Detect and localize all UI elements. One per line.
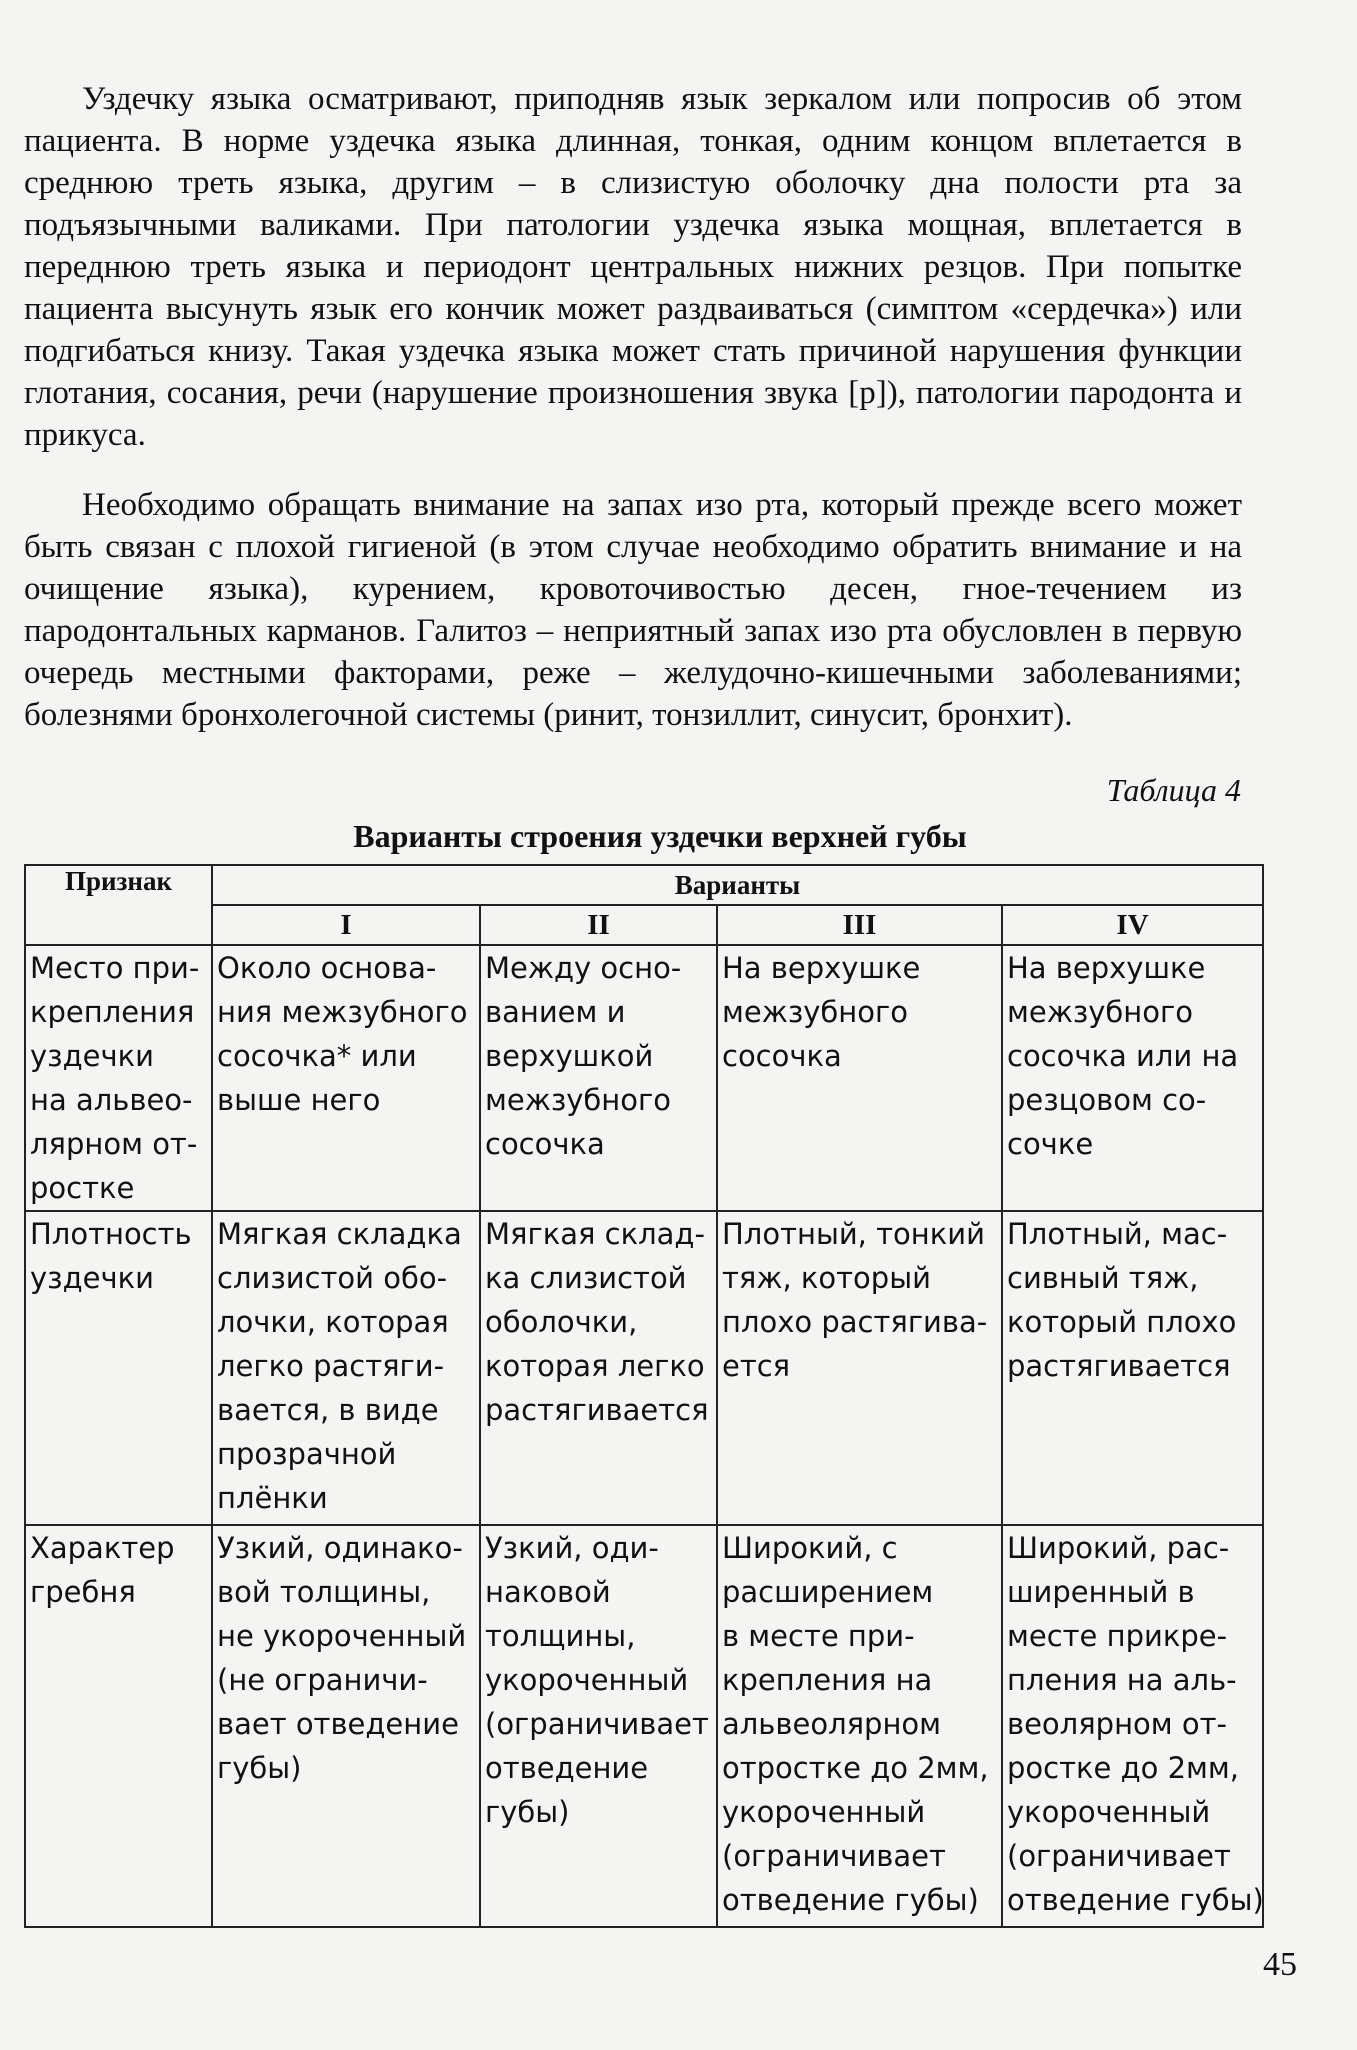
cell-line: ния межзубного <box>217 995 468 1029</box>
cell-line: Между осно- <box>485 951 682 985</box>
cell-line: выше него <box>217 1083 381 1117</box>
cell-line: которая легко <box>485 1349 705 1383</box>
cell-line: Узкий, оди- <box>485 1531 659 1565</box>
variant-label: II <box>480 905 717 945</box>
cell-line: Плотный, мас- <box>1007 1217 1228 1251</box>
cell-line: Место при- <box>30 951 200 985</box>
cell-line: ется <box>722 1349 791 1383</box>
variant-cell <box>212 945 480 1211</box>
cell-line: межзубного <box>485 1083 671 1117</box>
cell-line: Характер <box>30 1531 175 1565</box>
cell-line: отростке до 2мм, <box>722 1751 989 1785</box>
cell-line: расширением <box>722 1575 934 1609</box>
table-caption: Таблица 4 <box>1106 772 1241 808</box>
cell-line: плохо растягива- <box>722 1305 988 1339</box>
frenulum-variants-table <box>24 864 1264 1928</box>
cell-line: растягивается <box>485 1393 709 1427</box>
cell-line: укороченный <box>1007 1795 1211 1829</box>
variant-cell <box>717 1211 1002 1525</box>
cell-line: гребня <box>30 1575 136 1609</box>
cell-line: сосочка <box>485 1127 605 1161</box>
cell-line: Широкий, с <box>722 1531 898 1565</box>
cell-line: вой толщины, <box>217 1575 431 1609</box>
cell-line: лярном от- <box>30 1127 198 1161</box>
variant-cell <box>717 1525 1002 1927</box>
cell-line: который плохо <box>1007 1305 1237 1339</box>
cell-line: оболочки, <box>485 1305 638 1339</box>
variant-cell <box>480 945 717 1211</box>
cell-line: На верхушке <box>722 951 921 985</box>
variant-label: III <box>717 905 1002 945</box>
cell-line: Плотность <box>30 1217 192 1251</box>
cell-line: толщины, <box>485 1619 636 1653</box>
cell-line: резцовом со- <box>1007 1083 1207 1117</box>
cell-line: легко растяги- <box>217 1349 445 1383</box>
page-number: 45 <box>1263 1946 1297 1983</box>
feature-cell <box>25 1211 212 1525</box>
cell-line: укороченный <box>485 1663 689 1697</box>
variant-cell <box>480 1525 717 1927</box>
table-title: Варианты строения уздечки верхней губы <box>353 818 967 854</box>
cell-line: Широкий, рас- <box>1007 1531 1230 1565</box>
cell-line: сивный тяж, <box>1007 1261 1199 1295</box>
cell-line: отведение губы) <box>1007 1883 1264 1917</box>
cell-line: вает отведение <box>217 1707 459 1741</box>
variant-cell <box>212 1525 480 1927</box>
variant-cell <box>717 945 1002 1211</box>
cell-line: альвеолярном <box>722 1707 942 1741</box>
cell-line: межзубного <box>1007 995 1193 1029</box>
cell-line: ка слизистой <box>485 1261 687 1295</box>
cell-line: Плотный, тонкий <box>722 1217 985 1251</box>
paragraph-halitosis: Необходимо обращать внимание на запах изо рта, который прежде всего может быть связан с плохой гигиеной (в этом случае необходимо обратить внимание и на очищение языка), курением, кровоточивостью десен, гное-течением из пародонтальных карманов. Галитоз – неприятный запах изо рта обусловлен в первую очередь местными факторами, реже – желудочно-кишечными заболеваниями; болезнями бронхолегочной системы (ринит, тонзиллит, синусит, бронхит). <box>24 487 1242 733</box>
cell-line: Мягкая склад- <box>485 1217 705 1251</box>
cell-line: (ограничивает <box>1007 1839 1231 1873</box>
cell-line: ростке до 2мм, <box>1007 1751 1239 1785</box>
cell-line: губы) <box>485 1795 570 1829</box>
cell-line: на альвео- <box>30 1083 193 1117</box>
cell-line: Около основа- <box>217 951 437 985</box>
cell-line: прозрачной <box>217 1437 397 1471</box>
cell-line: пления на аль- <box>1007 1663 1237 1697</box>
cell-line: не укороченный <box>217 1619 467 1653</box>
header-variants: Варианты <box>212 865 1263 905</box>
feature-cell <box>25 1525 212 1927</box>
variant-cell <box>1002 1211 1263 1525</box>
cell-line: вается, в виде <box>217 1393 439 1427</box>
cell-line: наковой <box>485 1575 611 1609</box>
variant-cell <box>1002 1525 1263 1927</box>
cell-line: верхушкой <box>485 1039 654 1073</box>
cell-line: крепления <box>30 995 195 1029</box>
variant-cell <box>212 1211 480 1525</box>
cell-line: укороченный <box>722 1795 926 1829</box>
cell-line: уздечки <box>30 1039 154 1073</box>
cell-line: губы) <box>217 1751 302 1785</box>
cell-line: Мягкая складка <box>217 1217 462 1251</box>
cell-line: лочки, которая <box>217 1305 449 1339</box>
cell-line: сосочка* или <box>217 1039 417 1073</box>
cell-line: веолярном от- <box>1007 1707 1227 1741</box>
cell-line: (ограничивает <box>485 1707 709 1741</box>
cell-line: Узкий, одинако- <box>217 1531 463 1565</box>
table-row <box>25 1211 1263 1525</box>
table-row <box>25 1525 1263 1927</box>
cell-line: плёнки <box>217 1481 328 1515</box>
cell-line: в месте при- <box>722 1619 915 1653</box>
variant-label: I <box>212 905 480 945</box>
cell-line: сосочка или на <box>1007 1039 1239 1073</box>
cell-line: (не ограничи- <box>217 1663 428 1697</box>
variant-label: IV <box>1002 905 1263 945</box>
cell-line: ростке <box>30 1171 135 1205</box>
variant-cell <box>480 1211 717 1525</box>
cell-line: слизистой обо- <box>217 1261 448 1295</box>
cell-line: сосочка <box>722 1039 842 1073</box>
feature-cell <box>25 945 212 1211</box>
cell-line: растягивается <box>1007 1349 1231 1383</box>
header-feature: Признак <box>25 865 212 945</box>
cell-line: отведение <box>485 1751 649 1785</box>
cell-line: крепления на <box>722 1663 933 1697</box>
cell-line: ванием и <box>485 995 626 1029</box>
paragraph-frenulum: Уздечку языка осматривают, приподняв язык зеркалом или попросив об этом пациента. В норме уздечка языка длинная, тонкая, одним концом вплетается в среднюю треть языка, другим – в слизистую оболочку дна полости рта за подъязычными валиками. При патологии уздечка языка мощная, вплетается в переднюю треть языка и периодонт центральных нижних резцов. При попытке пациента высунуть язык его кончик может раздваиваться (симптом «сердечка») или подгибаться книзу. Такая уздечка языка может стать причиной нарушения функции глотания, сосания, речи (нарушение произношения звука [р]), патологии пародонта и прикуса. <box>24 81 1242 453</box>
cell-line: На верхушке <box>1007 951 1206 985</box>
cell-line: сочке <box>1007 1127 1094 1161</box>
cell-line: отведение губы) <box>722 1883 979 1917</box>
table-row <box>25 945 1263 1211</box>
cell-line: ширенный в <box>1007 1575 1195 1609</box>
cell-line: тяж, который <box>722 1261 931 1295</box>
cell-line: межзубного <box>722 995 908 1029</box>
cell-line: уздечки <box>30 1261 154 1295</box>
cell-line: месте прикре- <box>1007 1619 1228 1653</box>
cell-line: (ограничивает <box>722 1839 946 1873</box>
variant-cell <box>1002 945 1263 1211</box>
